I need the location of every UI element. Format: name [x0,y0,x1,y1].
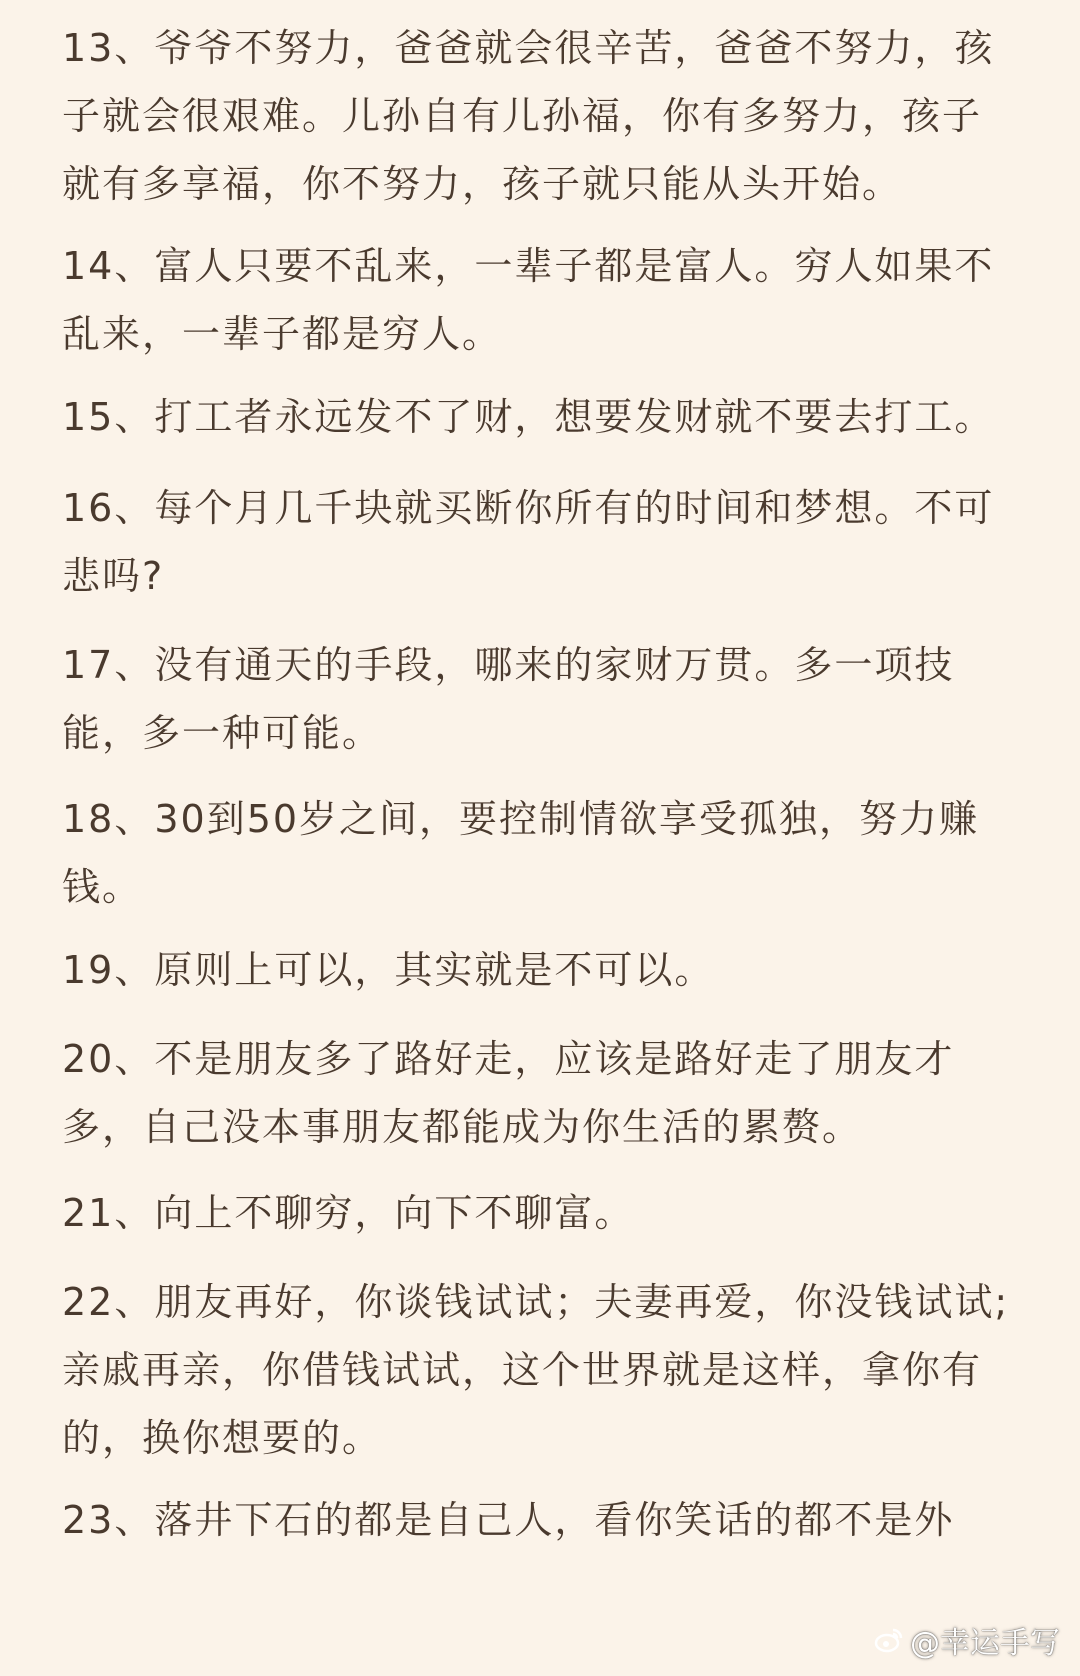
quote-line: 21、向上不聊穷，向下不聊富。 [62,1191,635,1235]
quote-line: 16、每个月几千块就买断你所有的时间和梦想。不可 [62,486,995,530]
quote-line: 乱来，一辈子都是穷人。 [62,312,503,356]
quote-line: 亲戚再亲，你借钱试试，这个世界就是这样，拿你有 [62,1348,983,1392]
quote-22 [62,1268,1022,1472]
quote-line: 19、原则上可以，其实就是不可以。 [62,948,715,992]
quote-15 [62,383,1022,451]
quote-23 [62,1486,1022,1554]
quote-16 [62,474,1022,610]
quote-19 [62,936,1022,1004]
quote-line: 钱。 [62,865,143,909]
quote-line: 15、打工者永远发不了财，想要发财就不要去打工。 [62,395,995,439]
quote-line: 悲吗? [62,554,165,598]
quote-line: 22、朋友再好，你谈钱试试；夫妻再爱，你没钱试试; [62,1280,1010,1324]
quote-18 [62,785,1022,921]
weibo-logo-icon [874,1625,904,1655]
quote-line: 18、30到50岁之间，要控制情欲享受孤独，努力赚 [62,797,980,841]
quote-line: 多，自己没本事朋友都能成为你生活的累赘。 [62,1105,863,1149]
quote-21 [62,1179,1022,1247]
quote-20 [62,1025,1022,1161]
quote-line: 14、富人只要不乱来，一辈子都是富人。穷人如果不 [62,244,995,288]
quote-line: 20、不是朋友多了路好走，应该是路好走了朋友才 [62,1037,955,1081]
quote-line: 17、没有通天的手段，哪来的家财万贯。多一项技 [62,643,955,687]
watermark [874,1618,1060,1662]
quote-line: 能，多一种可能。 [62,711,383,755]
quote-line: 子就会很艰难。儿孙自有儿孙福，你有多努力，孩子 [62,94,983,138]
watermark-text: @幸运手写 [910,1626,1060,1661]
quote-line: 23、落井下石的都是自己人，看你笑话的都不是外 [62,1498,955,1542]
quote-line: 就有多享福，你不努力，孩子就只能从头开始。 [62,162,903,206]
quote-line: 的，换你想要的。 [62,1416,383,1460]
quote-line: 13、爷爷不努力，爸爸就会很辛苦，爸爸不努力，孩 [62,26,995,70]
quote-13 [62,14,1022,218]
quote-17 [62,631,1022,767]
quote-14 [62,232,1022,368]
